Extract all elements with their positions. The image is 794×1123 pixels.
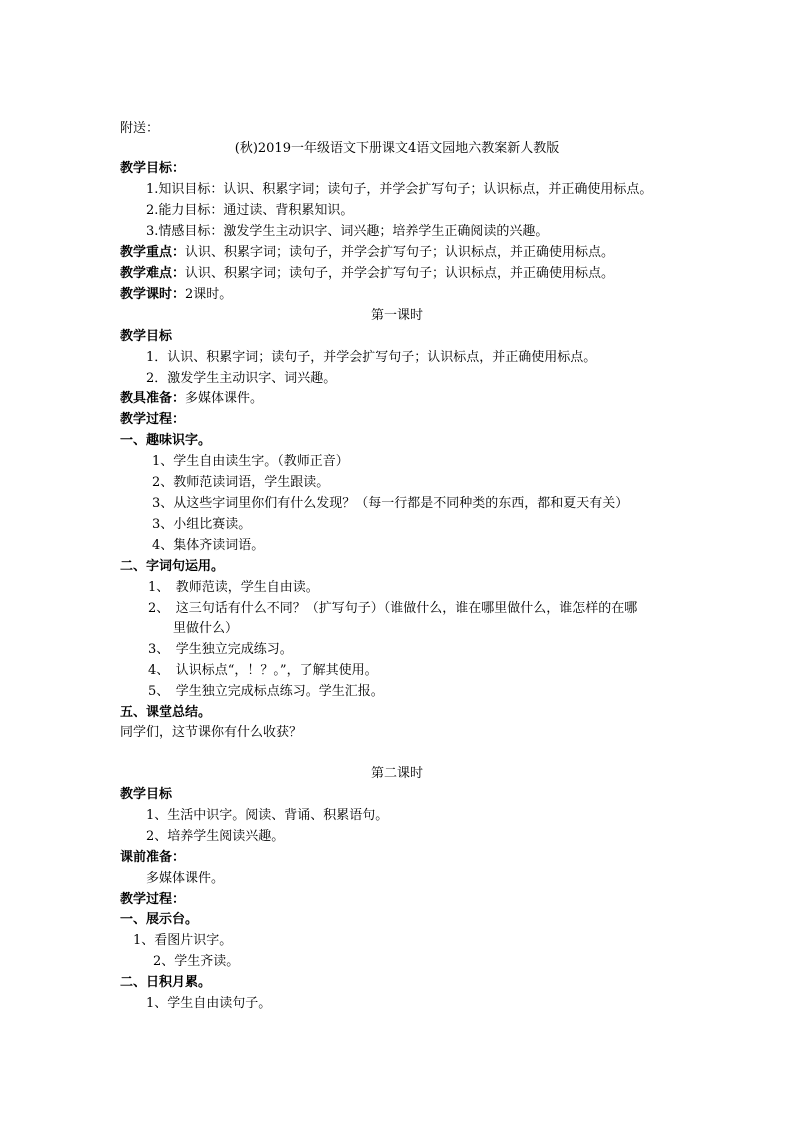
goal-item: 1.知识目标：认识、积累字词；读句子，并学会扩写句子；认识标点，并正确使用标点。	[146, 182, 653, 197]
list-item: 2、教师范读词语，学生跟读。	[152, 475, 330, 490]
lesson1-title: 第一课时	[370, 308, 423, 323]
prep-heading: 课前准备：	[120, 850, 186, 865]
list-item: 3、小组比赛读。	[152, 517, 252, 532]
goal-item: 3.情感目标：激发学生主动识字、词兴趣；培养学生正确阅读的兴趣。	[146, 224, 549, 239]
lesson2-goal-item: 2、培养学生阅读兴趣。	[146, 829, 285, 844]
key-point-line	[120, 243, 614, 263]
lesson1-goal-item: 2．激发学生主动识字、词兴趣。	[146, 371, 337, 386]
section-heading: 一、趣味识字。	[120, 433, 212, 448]
lesson2-goals-heading: 教学目标	[120, 787, 173, 802]
hours-text: 2课时。	[185, 287, 233, 302]
list-item-continuation: 里做什么）	[173, 621, 239, 636]
prep-text: 多媒体课件。	[146, 871, 225, 886]
tools-label: 教具准备：	[120, 391, 186, 406]
lesson2-title: 第二课时	[370, 766, 423, 781]
lesson1-goal-item: 1．认识、积累字词；读句子，并学会扩写句子；认识标点，并正确使用标点。	[146, 350, 597, 365]
key-point-label: 教学重点：	[120, 245, 186, 260]
lesson2-goal-item: 1、生活中识字。阅读、背诵、积累语句。	[146, 808, 389, 823]
tools-line	[120, 389, 263, 409]
difficulty-label: 教学难点：	[120, 266, 186, 281]
section-heading: 二、字词句运用。	[120, 559, 225, 574]
list-item: 2、学生齐读。	[153, 954, 240, 969]
lesson2-process-heading: 教学过程：	[120, 892, 186, 907]
hours-label: 教学课时：	[120, 287, 186, 302]
tools-text: 多媒体课件。	[185, 391, 264, 406]
difficulty-line	[120, 264, 614, 284]
hours-line	[120, 285, 232, 305]
list-item: 1、 教师范读，学生自由读。	[148, 580, 319, 595]
list-item: 4、集体齐读词语。	[152, 538, 265, 553]
summary-text: 同学们，这节课你有什么收获？	[120, 725, 303, 740]
list-item: 3、 学生独立完成练习。	[148, 642, 293, 657]
goals-heading: 教学目标：	[120, 161, 186, 176]
section-heading: 五、课堂总结。	[120, 705, 212, 720]
doc-title: (秋)2019一年级语文下册课文4语文园地六教案新人教版	[234, 141, 560, 156]
section-heading: 一、展示台。	[120, 912, 199, 927]
attach-label: 附送：	[120, 121, 160, 136]
list-item: 4、 认识标点“，！？。”，了解其使用。	[148, 663, 378, 678]
list-item: 1、学生自由读句子。	[146, 996, 272, 1011]
lesson1-goals-heading: 教学目标	[120, 329, 173, 344]
lesson1-process-heading: 教学过程：	[120, 412, 186, 427]
list-item: 3、从这些字词里你们有什么发现？（每一行都是不同种类的东西，都和夏天有关）	[152, 496, 629, 511]
section-heading: 二、日积月累。	[120, 975, 212, 990]
goal-item: 2.能力目标：通过读、背积累知识。	[146, 203, 354, 218]
list-item: 1、学生自由读生字。（教师正音）	[152, 454, 349, 469]
difficulty-text: 认识、积累字词；读句子，并学会扩写句子；认识标点，并正确使用标点。	[185, 266, 615, 281]
list-item: 5、 学生独立完成标点练习。学生汇报。	[148, 684, 384, 699]
list-item: 1、看图片识字。	[133, 933, 233, 948]
key-point-text: 认识、积累字词；读句子，并学会扩写句子；认识标点，并正确使用标点。	[185, 245, 615, 260]
list-item: 2、 这三句话有什么不同？（扩写句子）（谁做什么，谁在哪里做什么，谁怎样的在哪	[148, 601, 638, 616]
